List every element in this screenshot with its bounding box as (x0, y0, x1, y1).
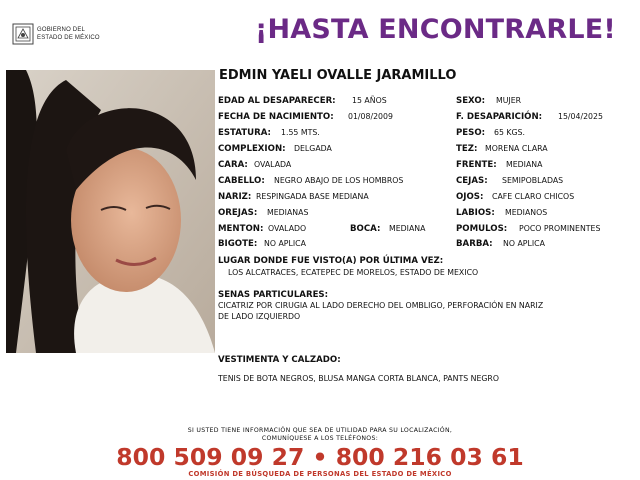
lips-label: LABIOS: (456, 208, 495, 218)
mustache-label: BIGOTE: (218, 239, 258, 249)
person-photo (6, 70, 215, 353)
person-name: EDMIN YAELI OVALLE JARAMILLO (219, 68, 457, 83)
disappearance-date-value: 15/04/2025 (558, 112, 603, 121)
height-label: ESTATURA: (218, 128, 271, 138)
forehead-label: FRENTE: (456, 160, 497, 170)
complexion-tone-value: MORENA CLARA (485, 144, 548, 153)
ears-label: OREJAS: (218, 208, 258, 218)
weight-value: 65 KGS. (494, 128, 525, 137)
height-value: 1.55 MTS. (281, 128, 320, 137)
nose-value: RESPINGADA BASE MEDIANA (256, 192, 369, 201)
build-value: DELGADA (294, 144, 332, 153)
cheekbones-value: POCO PROMINENTES (519, 224, 601, 233)
lips-value: MEDIANOS (505, 208, 548, 217)
nose-label: NARIZ: (218, 192, 252, 202)
last-seen-label: LUGAR DONDE FUE VISTO(A) POR ÚLTIMA VEZ: (218, 256, 444, 266)
cheekbones-label: POMULOS: (456, 224, 508, 234)
age-label: EDAD AL DESAPARECER: (218, 96, 336, 106)
gov-line-2: ESTADO DE MÉXICO (37, 35, 100, 41)
chin-label: MENTON: (218, 224, 264, 234)
hair-value: NEGRO ABAJO DE LOS HOMBROS (274, 176, 404, 185)
chin-value: OVALADO (268, 224, 307, 233)
sex-label: SEXO: (456, 96, 486, 106)
mouth-value: MEDIANA (389, 224, 426, 233)
eyebrows-label: CEJAS: (456, 176, 488, 186)
contact-notice-line-2: COMUNÍQUESE A LOS TELÉFONOS: (261, 435, 379, 442)
last-seen-value: LOS ALCATRACES, ECATEPEC DE MORELOS, ESTADO DE MEXICO (228, 268, 479, 277)
sex-value: MUJER (496, 96, 522, 105)
eyes-value: CAFE CLARO CHICOS (492, 192, 575, 201)
disappearance-date-label: F. DESAPARICIÓN: (456, 112, 543, 122)
government-logo (12, 22, 122, 48)
age-value: 15 AÑOS (352, 96, 387, 105)
particular-marks-line-2: DE LADO IZQUIERDO (218, 312, 301, 321)
phone-numbers: 800 509 09 27 • 800 216 03 61 (116, 443, 524, 471)
commission-name: COMISIÓN DE BÚSQUEDA DE PERSONAS DEL ESTADO DE MÉXICO (188, 470, 452, 478)
hair-label: CABELLO: (218, 176, 265, 186)
eyes-label: OJOS: (456, 192, 484, 202)
weight-label: PESO: (456, 128, 486, 138)
forehead-value: MEDIANA (506, 160, 543, 169)
particular-marks-line-1: CICATRIZ POR CIRUGIA AL LADO DERECHO DEL OMBLIGO, PERFORACIÓN EN NARIZ (218, 301, 544, 310)
mouth-label: BOCA: (350, 224, 381, 234)
gov-line-1: GOBIERNO DEL (37, 27, 86, 33)
contact-notice-line-1: SI USTED TIENE INFORMACIÓN QUE SEA DE UTILIDAD PARA SU LOCALIZACIÓN, (187, 427, 453, 434)
birthdate-value: 01/08/2009 (348, 112, 393, 121)
eyebrows-value: SEMIPOBLADAS (502, 176, 564, 185)
particular-marks-label: SENAS PARTICULARES: (218, 290, 329, 300)
build-label: COMPLEXION: (218, 144, 286, 154)
beard-value: NO APLICA (503, 239, 545, 248)
poster-headline: ¡HASTA ENCONTRARLE! (255, 14, 616, 45)
ears-value: MEDIANAS (267, 208, 309, 217)
beard-label: BARBA: (456, 239, 493, 249)
face-value: OVALADA (254, 160, 292, 169)
birthdate-label: FECHA DE NACIMIENTO: (218, 112, 334, 122)
complexion-tone-label: TEZ: (456, 144, 478, 154)
clothing-value: TENIS DE BOTA NEGROS, BLUSA MANGA CORTA BLANCA, PANTS NEGRO (218, 374, 499, 383)
mustache-value: NO APLICA (264, 239, 306, 248)
face-label: CARA: (218, 160, 248, 170)
state-emblem-icon (12, 22, 34, 46)
clothing-label: VESTIMENTA Y CALZADO: (218, 355, 341, 365)
